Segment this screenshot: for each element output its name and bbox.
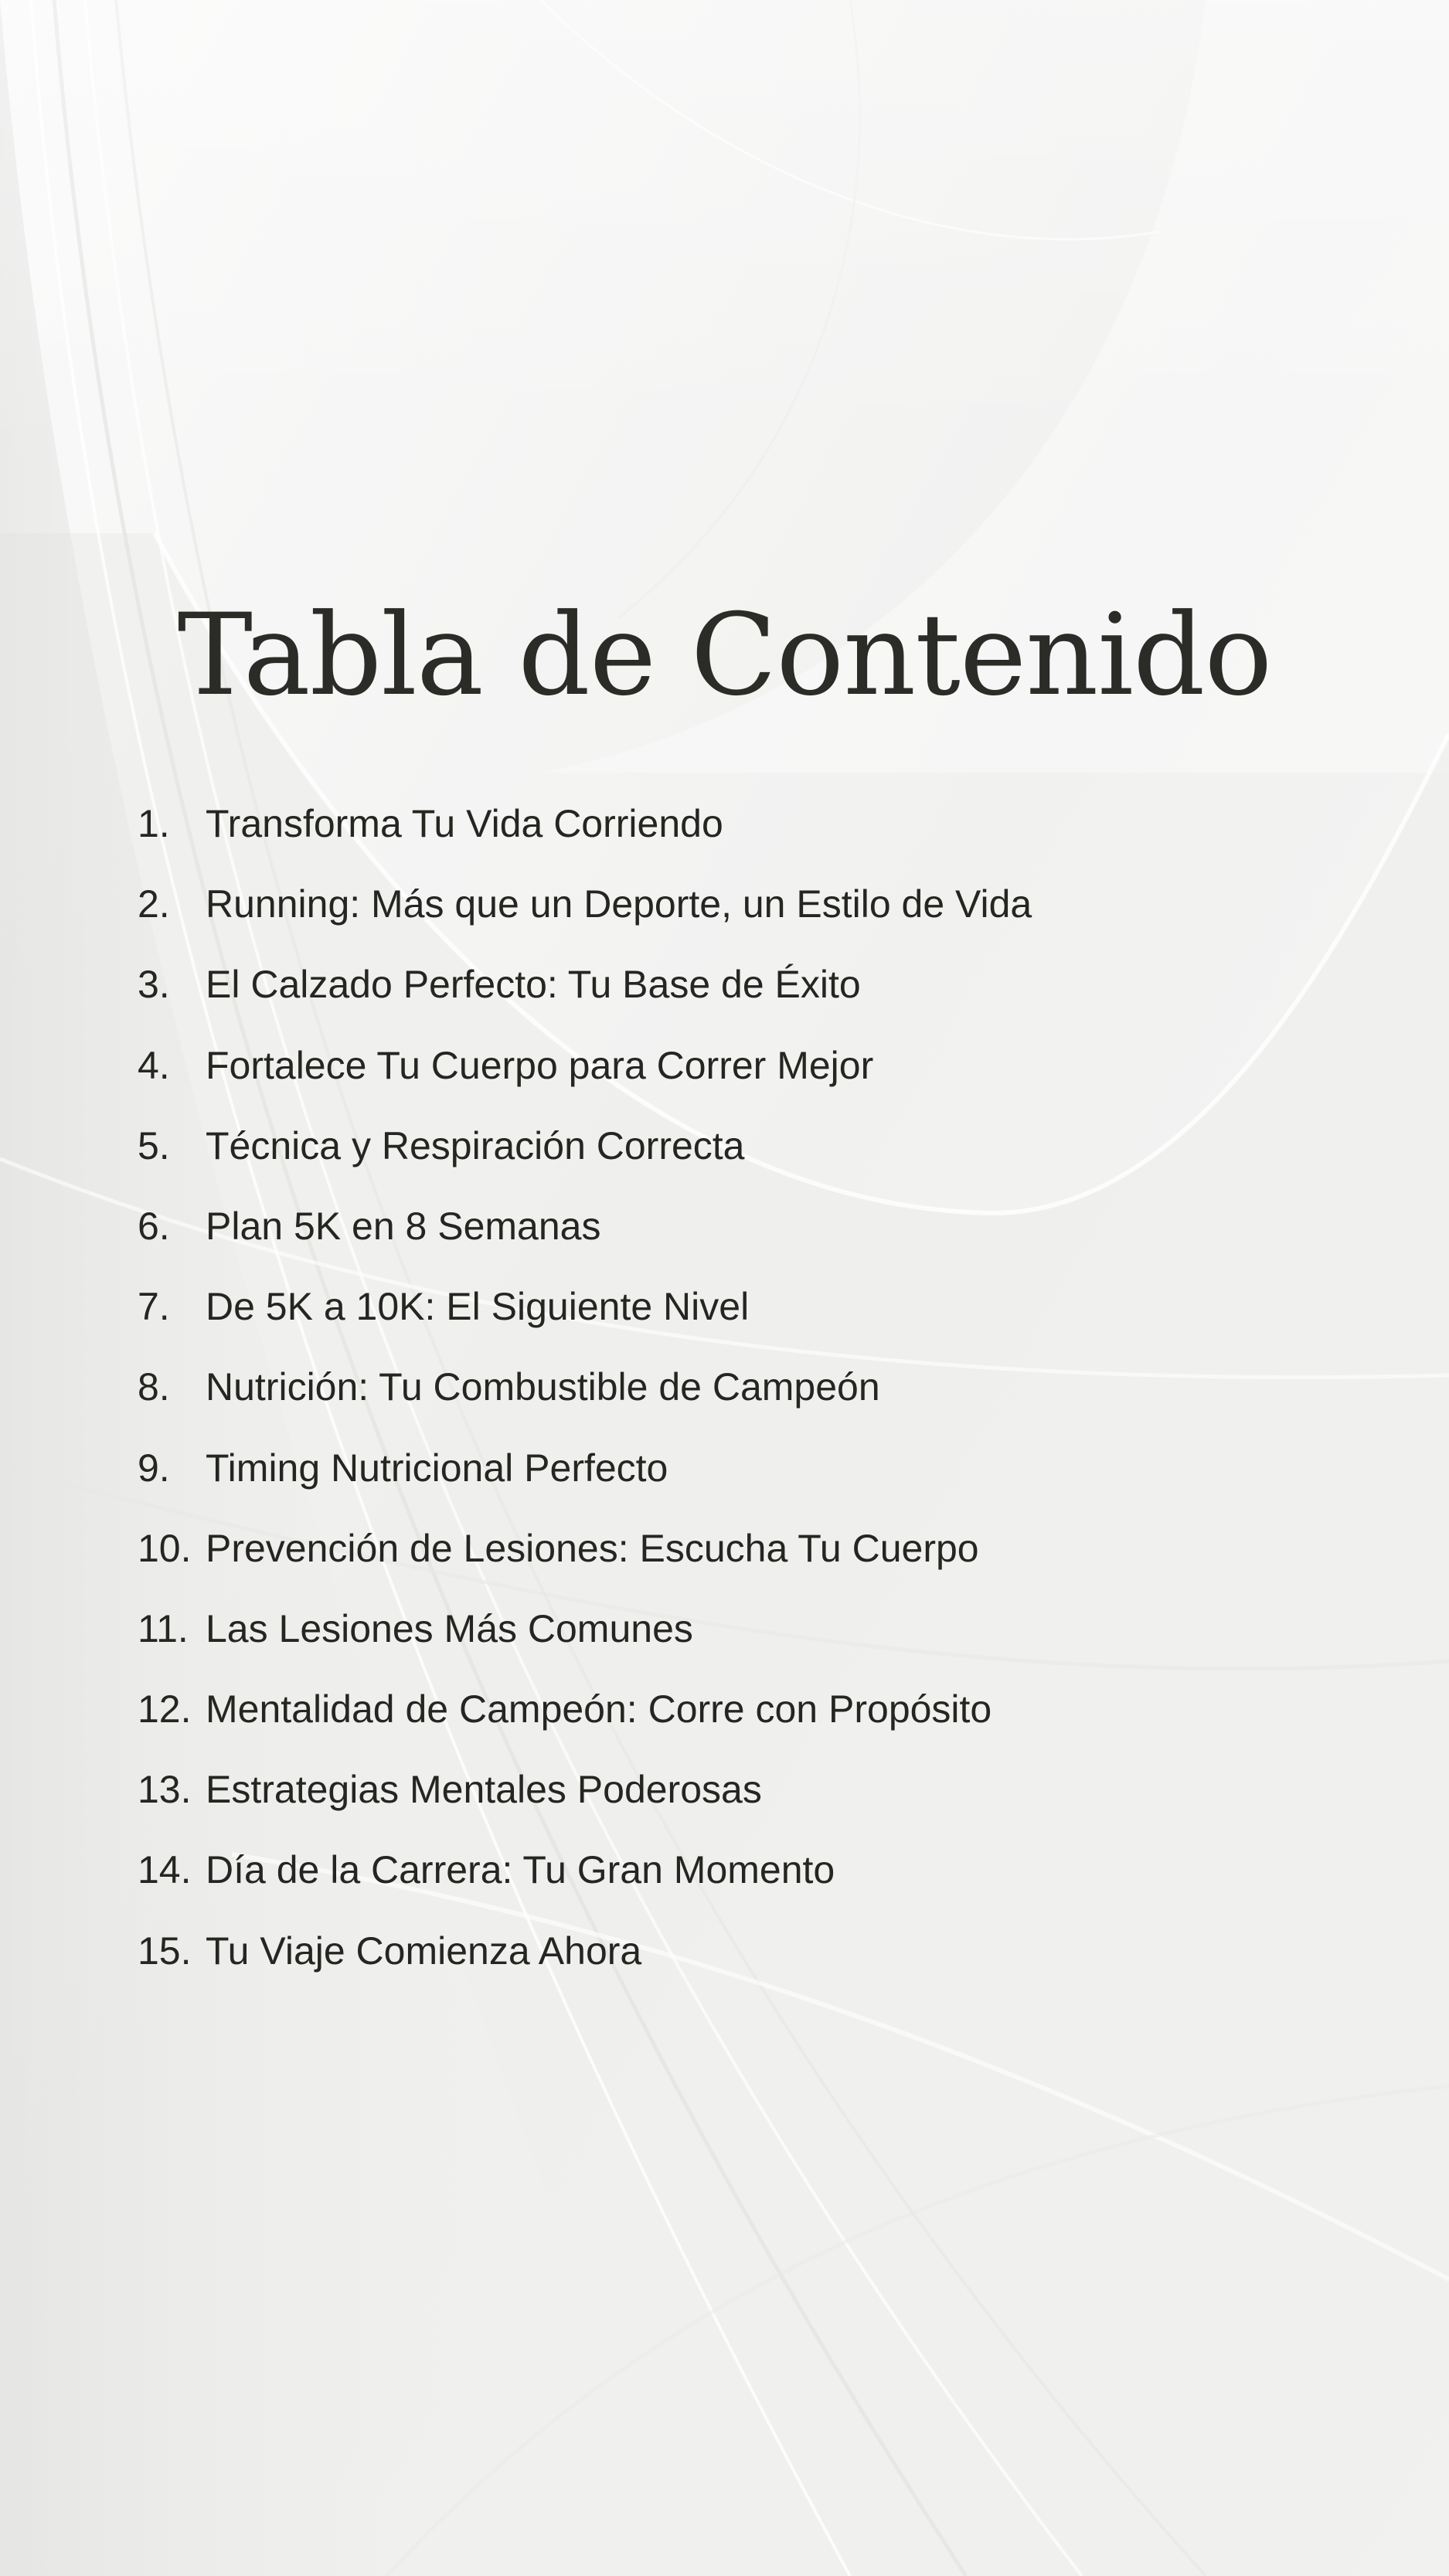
- page-title: Tabla de Contenido: [177, 590, 1272, 721]
- toc-item[interactable]: [138, 1830, 1374, 1910]
- toc-item[interactable]: [138, 1186, 1374, 1266]
- toc-item-label: Running: Más que un Deporte, un Estilo de Vida: [206, 882, 1032, 926]
- toc-item-number: 13.: [138, 1768, 192, 1812]
- toc-item[interactable]: [138, 1508, 1374, 1589]
- toc-item-label: El Calzado Perfecto: Tu Base de Éxito: [206, 963, 861, 1007]
- toc-item-label: Las Lesiones Más Comunes: [206, 1606, 693, 1650]
- toc-item-number: 15.: [138, 1929, 192, 1973]
- toc-item-label: Timing Nutricional Perfecto: [206, 1446, 668, 1490]
- toc-item-label: Prevención de Lesiones: Escucha Tu Cuerpo: [206, 1526, 979, 1570]
- table-of-contents: [138, 783, 1374, 1991]
- toc-item-label: Técnica y Respiración Correcta: [206, 1123, 745, 1167]
- toc-item-label: Nutrición: Tu Combustible de Campeón: [206, 1365, 880, 1409]
- toc-item[interactable]: [138, 1347, 1374, 1427]
- toc-item[interactable]: [138, 1266, 1374, 1347]
- toc-item[interactable]: [138, 1589, 1374, 1669]
- toc-item-number: 11.: [138, 1606, 189, 1650]
- toc-item-number: 14.: [138, 1848, 192, 1892]
- toc-item[interactable]: [138, 944, 1374, 1025]
- toc-item-label: Transforma Tu Vida Corriendo: [206, 802, 723, 845]
- toc-item-label: Día de la Carrera: Tu Gran Momento: [206, 1848, 835, 1892]
- toc-item-number: 3.: [138, 963, 170, 1007]
- toc-item-number: 6.: [138, 1204, 170, 1248]
- toc-item-number: 1.: [138, 802, 170, 845]
- toc-item-label: Plan 5K en 8 Semanas: [206, 1204, 601, 1248]
- toc-item-number: 2.: [138, 882, 170, 926]
- toc-item[interactable]: [138, 864, 1374, 944]
- toc-item-number: 12.: [138, 1687, 192, 1731]
- toc-item-label: Tu Viaje Comienza Ahora: [206, 1929, 642, 1973]
- toc-item[interactable]: [138, 1669, 1374, 1749]
- toc-item-label: Estrategias Mentales Poderosas: [206, 1768, 762, 1812]
- toc-item[interactable]: [138, 1911, 1374, 1991]
- toc-item[interactable]: [138, 1749, 1374, 1830]
- toc-item-label: Fortalece Tu Cuerpo para Correr Mejor: [206, 1043, 874, 1087]
- toc-item-number: 10.: [138, 1526, 192, 1570]
- toc-item-number: 7.: [138, 1285, 170, 1329]
- toc-item[interactable]: [138, 783, 1374, 864]
- toc-item-number: 4.: [138, 1043, 170, 1087]
- toc-item[interactable]: [138, 1106, 1374, 1186]
- toc-item-number: 9.: [138, 1446, 170, 1490]
- toc-item[interactable]: [138, 1428, 1374, 1508]
- toc-item-label: Mentalidad de Campeón: Corre con Propósito: [206, 1687, 992, 1731]
- toc-item-number: 5.: [138, 1123, 170, 1167]
- toc-item-number: 8.: [138, 1365, 170, 1409]
- toc-item[interactable]: [138, 1025, 1374, 1106]
- toc-item-label: De 5K a 10K: El Siguiente Nivel: [206, 1285, 750, 1329]
